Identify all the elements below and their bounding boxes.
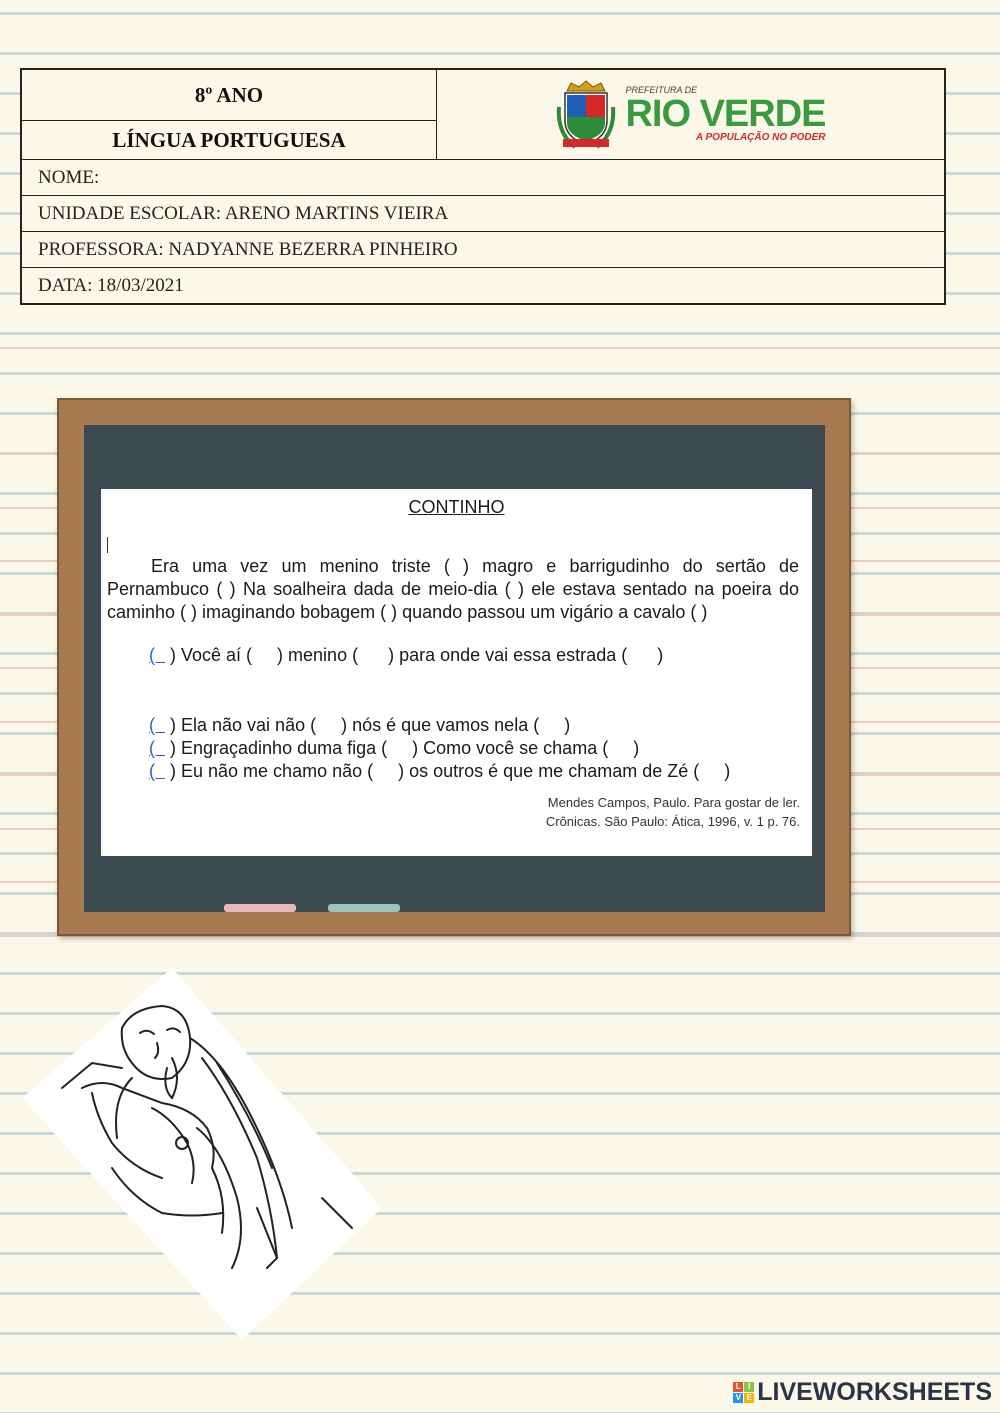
liveworksheets-icon xyxy=(733,1382,754,1403)
logo-text xyxy=(625,86,825,143)
dialog-line-4 xyxy=(149,761,730,782)
worksheet-paper xyxy=(101,489,812,856)
header-table xyxy=(20,68,946,305)
school-row xyxy=(22,196,944,232)
dialog-text: ) Engraçadinho duma figa ( ) Como você se chama ( ) xyxy=(165,738,640,758)
worksheet-title: CONTINHO xyxy=(408,497,505,517)
dialog-text: ) Ela não vai não ( ) nós é que vamos nela ( ) xyxy=(165,715,571,735)
teal-chalk xyxy=(328,904,400,912)
dialog-line-1 xyxy=(149,645,663,666)
date-label: DATA: 18/03/2021 xyxy=(38,274,184,296)
pink-chalk xyxy=(224,904,296,912)
icon-letter: L xyxy=(733,1382,743,1392)
subject-cell: LÍNGUA PORTUGUESA xyxy=(22,120,436,159)
teacher-label: PROFESSORA: NADYANNE BEZERRA PINHEIRO xyxy=(38,238,458,260)
name-row xyxy=(22,160,944,196)
logo-sub-text: A POPULAÇÃO NO PODER xyxy=(695,132,826,143)
school-label: UNIDADE ESCOLAR: ARENO MARTINS VIEIRA xyxy=(38,202,449,224)
chalkboard xyxy=(84,425,825,912)
name-field[interactable]: NOME: xyxy=(38,166,100,188)
citation xyxy=(546,793,800,831)
rio-verde-logo xyxy=(555,77,825,153)
dialog-text: ) Você aí ( ) menino ( ) para onde vai essa estrada ( ) xyxy=(165,645,664,665)
citation-line-1: Mendes Campos, Paulo. Para gostar de ler. xyxy=(547,795,800,810)
teacher-row xyxy=(22,232,944,268)
answer-blank[interactable]: ( xyxy=(149,738,165,758)
header-left xyxy=(22,70,437,159)
crest-icon xyxy=(555,77,617,153)
logo-big-text: RIO VERDE xyxy=(625,93,826,135)
answer-blank[interactable]: ( xyxy=(149,761,165,781)
text-cursor xyxy=(107,537,108,553)
dialog-line-2 xyxy=(149,715,570,736)
date-row xyxy=(22,268,944,303)
vicar-on-horse-illustration xyxy=(22,968,382,1340)
answer-blank[interactable]: ( xyxy=(149,715,165,735)
icon-letter: V xyxy=(733,1393,743,1403)
citation-line-2: Crônicas. São Paulo: Ática, 1996, v. 1 p. 76. xyxy=(545,814,800,829)
dialog-line-3 xyxy=(149,738,639,759)
story-text: Era uma vez um menino triste ( ) magro e barrigudinho do sertão de Pernambuco ( ) Na soalheira dada de meio-dia ( ) ele estava sentado na poeira do caminho ( ) imaginando bobagem ( ) quando passou um vigário a cavalo ( ) xyxy=(107,556,799,622)
icon-letter: E xyxy=(744,1393,754,1403)
grade-cell: 8º ANO xyxy=(194,82,264,107)
dialog-text: ) Eu não me chamo não ( ) os outros é que me chamam de Zé ( ) xyxy=(165,761,731,781)
header-top-row xyxy=(22,70,944,160)
icon-letter: I xyxy=(744,1382,754,1392)
liveworksheets-brand: LIVEWORKSHEETS xyxy=(757,1378,992,1406)
ruling-line xyxy=(0,347,1000,349)
logo-small-text: PREFEITURA DE xyxy=(625,85,698,95)
chalkboard-frame xyxy=(57,398,851,936)
logo-cell xyxy=(437,70,944,159)
story-paragraph xyxy=(107,555,799,624)
liveworksheets-logo[interactable] xyxy=(733,1378,992,1407)
answer-blank[interactable]: ( xyxy=(149,645,165,665)
